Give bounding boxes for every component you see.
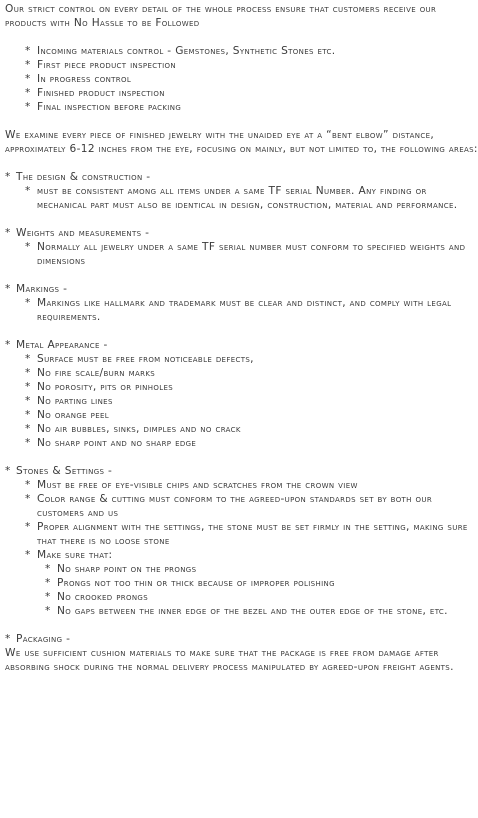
inspection-steps-list [5, 44, 478, 114]
weights-heading: * Weights and measurements - [5, 226, 478, 240]
metal-list [5, 352, 478, 450]
list-item: * Surface must be free from noticeable defects, [5, 352, 478, 366]
list-item: * Must be free of eye-visible chips and scratches from the crown view [5, 478, 478, 492]
stones-heading: * Stones & Settings - [5, 464, 478, 478]
list-item: * Incoming materials control - Gemstones, Synthetic Stones etc. [5, 44, 478, 58]
list-item: * No gaps between the inner edge of the bezel and the outer edge of the stone, etc. [5, 604, 478, 618]
list-item: * Markings like hallmark and trademark must be clear and distinct, and comply with legal requirements. [5, 296, 478, 324]
weights-list [5, 240, 478, 268]
markings-list [5, 296, 478, 324]
list-item: * In progress control [5, 72, 478, 86]
list-item: * No crooked prongs [5, 590, 478, 604]
list-item: * Finished product inspection [5, 86, 478, 100]
list-item: * First piece product inspection [5, 58, 478, 72]
intro-paragraph: Our strict control on every detail of the whole process ensure that customers receive our products with No Hassle to be Followed [5, 3, 437, 29]
packaging-paragraph: We use sufficient cushion materials to make sure that the package is free from damage after absorbing shock during the normal delivery process manipulated by agreed-upon freight agents. [5, 647, 454, 673]
metal-heading: * Metal Appearance - [5, 338, 478, 352]
list-item: * No orange peel [5, 408, 478, 422]
stones-list [5, 478, 478, 562]
design-heading: * The design & construction - [5, 170, 478, 184]
list-item: * No sharp point and no sharp edge [5, 436, 478, 450]
list-item: * must be consistent among all items under a same TF serial Number. Any finding or mechanical part must also be identical in design, construction, material and performance. [5, 184, 478, 212]
examination-paragraph: We examine every piece of finished jewelry with the unaided eye at a “bent elbow” distance, approximately 6-12 inches from the eye, focusing on mainly, but not limited to, the following areas: [5, 129, 478, 155]
stones-sub-list [5, 562, 478, 618]
list-item: * Final inspection before packing [5, 100, 478, 114]
markings-heading: * Markings - [5, 282, 478, 296]
list-item: * No sharp point on the prongs [5, 562, 478, 576]
list-item: * No porosity, pits or pinholes [5, 380, 478, 394]
list-item: * Prongs not too thin or thick because of improper polishing [5, 576, 478, 590]
list-item: * Normally all jewelry under a same TF serial number must conform to specified weights and dimensions [5, 240, 478, 268]
list-item: * No parting lines [5, 394, 478, 408]
list-item: * Color range & cutting must conform to the agreed-upon standards set by both our customers and us [5, 492, 478, 520]
list-item: * No fire scale/burn marks [5, 366, 478, 380]
packaging-heading: * Packaging - [5, 632, 478, 646]
list-item: * Proper alignment with the settings, the stone must be set firmly in the setting, making sure that there is no loose stone [5, 520, 478, 548]
design-list [5, 184, 478, 212]
list-item: * No air bubbles, sinks, dimples and no crack [5, 422, 478, 436]
list-item: * Make sure that: [5, 548, 478, 562]
